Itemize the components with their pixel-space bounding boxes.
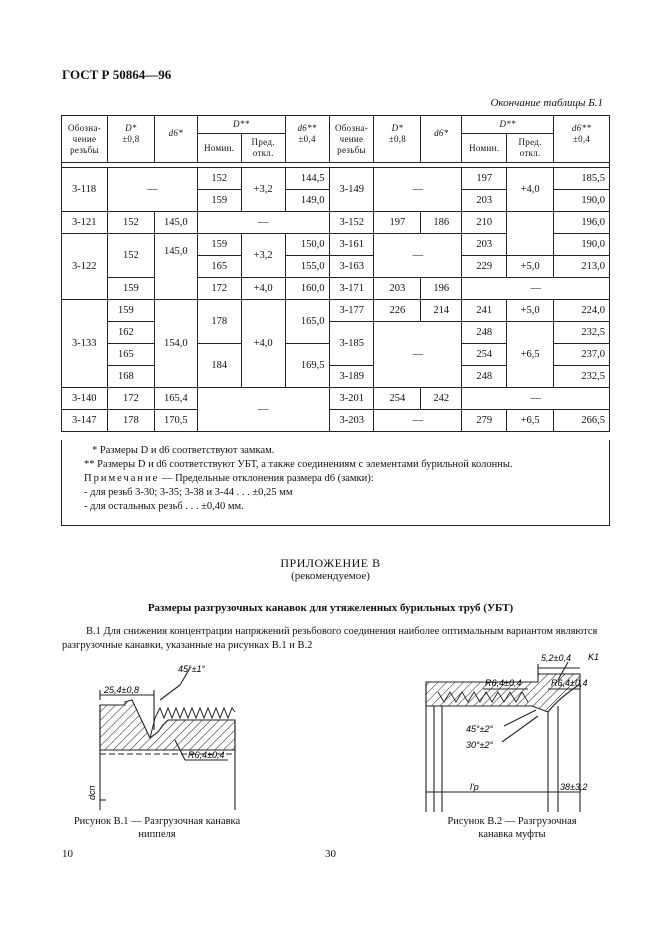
table-row: 3-140 172 165,4 — 3-201 254 242 — <box>62 388 610 410</box>
header-dev: Пред. откл. <box>241 134 285 163</box>
table-row: 3-133 159 154,0 178 +4,0 165,0 3-177 226 214 241 +5,0 224,0 <box>62 300 610 322</box>
header-dev-2: Пред. откл. <box>507 134 554 163</box>
header-designation: Обозна- чение резьбы <box>62 116 108 163</box>
table-row: 162 3-185 — 248 +6,5 232,5 <box>62 322 610 344</box>
document-header: ГОСТ Р 50864—96 <box>62 67 172 82</box>
fig2-dim-r1: R6,4±0,4 <box>485 678 522 688</box>
note-5: - для остальных резьб . . . ±0,40 мм. <box>84 501 244 512</box>
figure-b2-drawing <box>408 644 613 812</box>
header-D-2: D* ±0,8 <box>374 116 421 163</box>
header-D2: D** <box>197 116 285 134</box>
fig2-dim-k: K1 <box>588 652 600 662</box>
fig2-dim-top: 5,2±0,4 <box>541 653 571 663</box>
fig2-dim-l: l'р <box>470 782 479 792</box>
fig1-dim-radius: R6,4±0,4 <box>188 750 225 760</box>
fig1-dim-len: 25,4±0,8 <box>104 685 139 695</box>
header-d6b: d6** ±0,4 <box>285 116 329 163</box>
table-row: 3-118 — 152 +3,2 144,5 3-149 — 197 +4,0 185,5 <box>62 168 610 190</box>
header-nom-2: Номин. <box>462 134 507 163</box>
table-notes <box>61 440 610 526</box>
header-d6: d6* <box>154 116 197 163</box>
fig1-dim-angle: 45°±1° <box>178 664 206 674</box>
table-row: 159 149,0 203 190,0 <box>62 190 610 212</box>
note-4: - для резьб 3-30; 3-35; 3-38 и 3-44 . . . ±0,25 мм <box>84 487 293 498</box>
fig1-dim-d: dсп <box>87 785 97 800</box>
note-1: * Размеры D и d6 соответствуют замкам. <box>92 445 275 456</box>
header-d6-2: d6* <box>421 116 462 163</box>
page-number-center: 30 <box>325 848 336 860</box>
table-row: 3-122 152 145,0 159 +3,2 150,0 3-161 — 203 190,0 <box>62 234 610 256</box>
header-designation-2: Обозна- чение резьбы <box>329 116 374 163</box>
dimensions-table <box>61 115 610 432</box>
table-row: 3-147 178 170,5 3-203 — 279 +6,5 266,5 <box>62 410 610 432</box>
header-nom: Номин. <box>197 134 241 163</box>
figure-b2-caption: Рисунок В.2 — Разгрузочная канавка муфты <box>447 816 577 840</box>
fig2-dim-r2: R6,4±0,4 <box>551 678 588 688</box>
section-title: Размеры разгрузочных канавок для утяжеленных бурильных труб (УБТ) <box>147 602 514 614</box>
table-row: 168 3-189 248 232,5 <box>62 366 610 388</box>
page-number-left: 10 <box>62 848 73 860</box>
figure-b1-drawing <box>60 650 260 812</box>
table-row: 3-121 152 145,0 — 3-152 197 186 210 196,0 <box>62 212 610 234</box>
appendix-subtitle: (рекомендуемое) <box>291 570 370 582</box>
appendix-title: ПРИЛОЖЕНИЕ В <box>280 556 381 570</box>
table-row: 165 155,0 3-163 229 +5,0 213,0 <box>62 256 610 278</box>
header-D: D* ±0,8 <box>107 116 154 163</box>
note-3: Примечание — Предельные отклонения размера d6 (замки): <box>84 473 374 484</box>
paragraph: В.1 Для снижения концентрации напряжений резьбового соединения наиболее оптимальным вариантом являются разгрузочные канавки, указанные на рисунках В.1 и В.2 <box>62 626 598 651</box>
fig2-dim-len: 38±3,2 <box>560 782 588 792</box>
fig2-dim-a2: 30°±2° <box>466 740 494 750</box>
table-row: 159 172 +4,0 160,0 3-171 203 196 — <box>62 278 610 300</box>
table-row: 165 184 169,5 254 237,0 <box>62 344 610 366</box>
fig2-dim-a1: 45°±2° <box>466 724 494 734</box>
header-D2-2: D** <box>462 116 554 134</box>
note-2: ** Размеры D и d6 соответствуют УБТ, а также соединениям с элементами бурильной колонны. <box>84 459 513 470</box>
table-caption: Окончание таблицы Б.1 <box>490 97 603 109</box>
figure-b1-caption: Рисунок В.1 — Разгрузочная канавка ниппеля <box>73 816 241 840</box>
header-d6b-2: d6** ±0,4 <box>554 116 610 163</box>
